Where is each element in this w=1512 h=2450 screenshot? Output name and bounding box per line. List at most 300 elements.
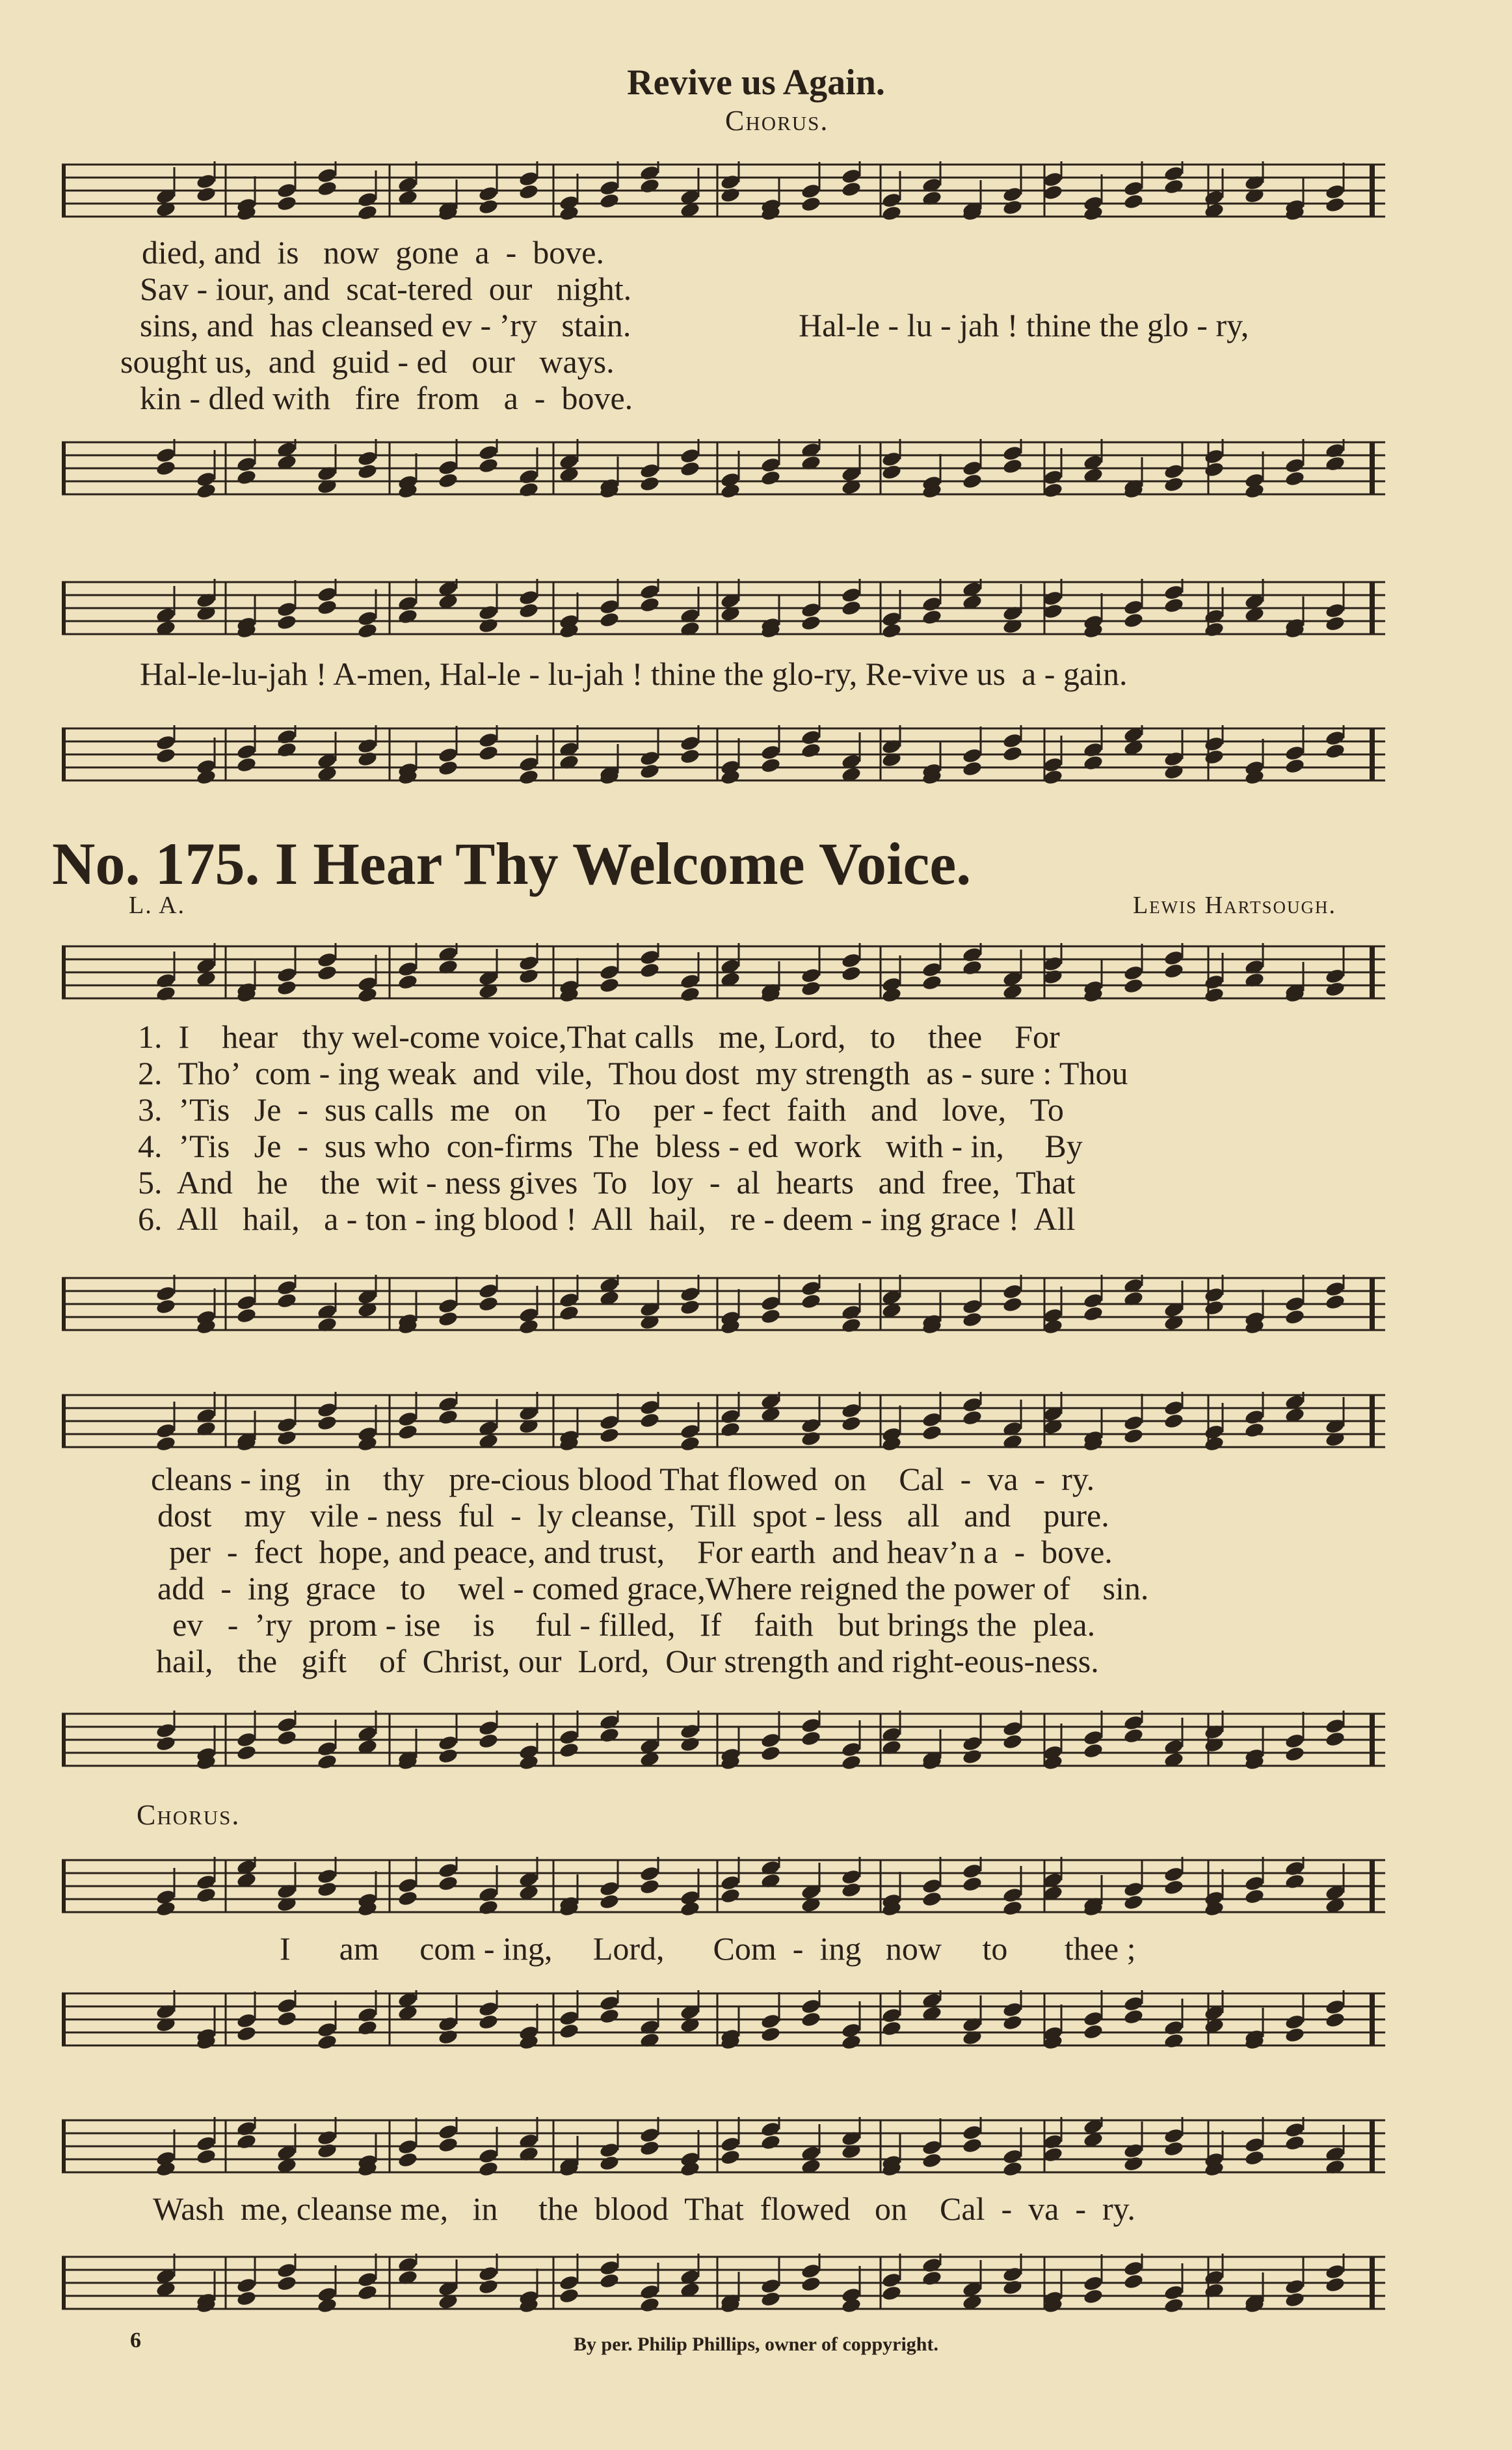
staff-graphic: [62, 439, 1385, 498]
note-head: [317, 586, 338, 603]
note-head: [599, 1714, 620, 1731]
note-head: [276, 2010, 297, 2027]
note-head: [1244, 1888, 1265, 1905]
note-head: [962, 2137, 983, 2154]
note-head: [599, 2155, 620, 2172]
note-head: [720, 1421, 741, 1438]
note-head: [720, 1887, 741, 1904]
note-head: [236, 1744, 257, 1761]
note-head: [397, 961, 418, 978]
note-head: [1204, 1286, 1225, 1303]
note-head: [317, 965, 338, 981]
note-head: [1284, 2291, 1305, 2308]
note-head: [1325, 968, 1346, 985]
note-head: [276, 1729, 297, 1746]
note-head: [1042, 590, 1063, 607]
note-head: [639, 1399, 660, 1416]
note-head: [1163, 463, 1184, 480]
lyric-line: kin - dled with fire from a - bove.: [140, 380, 633, 416]
note-head: [841, 1754, 862, 1769]
note-head: [1163, 2284, 1184, 2301]
note-head: [1284, 457, 1305, 474]
note-head: [276, 741, 297, 758]
note-head: [680, 1299, 700, 1316]
note-head: [680, 447, 700, 464]
note-head: [680, 748, 700, 765]
note-head: [962, 1863, 983, 1880]
note-head: [1123, 1415, 1144, 1431]
note-head: [801, 2011, 821, 2028]
note-head: [639, 462, 660, 479]
note-head: [357, 2006, 378, 2023]
note-head: [1002, 2148, 1023, 2165]
note-head: [841, 600, 862, 617]
note-head: [1123, 180, 1144, 197]
note-head: [801, 2276, 821, 2293]
note-head: [639, 962, 660, 979]
note-head: [155, 1298, 176, 1315]
note-head: [1002, 732, 1023, 749]
note-head: [760, 2013, 781, 2030]
note-head: [1042, 955, 1063, 972]
note-head: [1163, 2140, 1184, 2157]
note-head: [276, 1716, 297, 1733]
note-head: [639, 1412, 660, 1429]
staff-treble-6: [62, 2117, 1385, 2176]
staff-bass-2: [62, 725, 1385, 784]
note-head: [599, 1893, 620, 1910]
note-head: [599, 598, 620, 615]
note-head: [1083, 2010, 1104, 2027]
system-barline: [62, 582, 66, 634]
note-head: [922, 2152, 942, 2169]
note-head: [478, 617, 499, 634]
note-head: [801, 183, 821, 200]
staff-graphic: [62, 579, 1385, 637]
staff-graphic: [62, 2117, 1385, 2176]
note-head: [1002, 1283, 1023, 1300]
note-head: [236, 743, 257, 760]
note-head: [1204, 1299, 1225, 1316]
note-head: [1325, 455, 1346, 472]
note-head: [599, 180, 620, 196]
staff-graphic: [62, 1990, 1385, 2049]
staff-graphic: [62, 1857, 1385, 1915]
note-head: [155, 734, 176, 751]
note-head: [276, 1279, 297, 1296]
note-head: [559, 2023, 579, 2040]
system-barline: [62, 1714, 66, 1766]
note-head: [599, 2142, 620, 2159]
chorus-lyric-1a: Hal-le - lu - jah ! thine the glo - ry,: [799, 307, 1249, 343]
staff-graphic: [62, 1392, 1385, 1450]
note-head: [599, 2008, 620, 2025]
note-head: [317, 2129, 338, 2146]
note-head: [599, 964, 620, 981]
note-head: [559, 2010, 579, 2027]
note-head: [478, 2148, 499, 2164]
note-head: [1002, 2266, 1023, 2283]
note-head: [317, 2142, 338, 2159]
note-head: [680, 973, 700, 990]
note-head: [1284, 1733, 1305, 1750]
note-head: [276, 979, 297, 996]
lyric-line: ev - ’ry prom - ise is ful - filled, If faith but brings the plea.: [172, 1606, 1096, 1643]
note-head: [1284, 2122, 1305, 2138]
note-head: [1123, 1714, 1144, 1731]
note-head: [1325, 442, 1346, 459]
note-head: [1123, 612, 1144, 629]
note-head: [801, 980, 821, 997]
chorus-lyric-2a: I am com - ing, Lord, Com - ing now to thee ;: [280, 1930, 1136, 1967]
note-head: [276, 2275, 297, 2292]
lyric-line: 4. ’Tis Je - sus who con-firms The bless - ed work with - in, By: [138, 1128, 1083, 1164]
note-head: [801, 742, 821, 759]
note-head: [478, 732, 499, 749]
note-head: [438, 2016, 458, 2032]
note-head: [680, 1423, 700, 1440]
note-head: [1244, 1875, 1265, 1892]
note-head: [397, 974, 418, 991]
note-head: [1325, 743, 1346, 760]
note-head: [680, 735, 700, 752]
note-head: [881, 464, 902, 481]
note-head: [559, 1292, 579, 1309]
note-head: [881, 2285, 902, 2302]
note-head: [317, 1415, 338, 1431]
note-head: [357, 610, 378, 627]
note-head: [155, 1422, 176, 1439]
note-head: [438, 2137, 458, 2153]
note-head: [196, 1887, 217, 1904]
note-head: [317, 2021, 338, 2038]
note-head: [720, 2149, 741, 2166]
lyric-line: add - ing grace to wel - comed grace,Where reigned the power of sin.: [157, 1570, 1149, 1606]
note-head: [1325, 730, 1346, 747]
note-head: [1163, 584, 1184, 601]
note-head: [760, 757, 781, 774]
note-head: [518, 756, 539, 773]
note-head: [276, 2262, 297, 2279]
note-head: [155, 972, 176, 989]
note-head: [720, 174, 741, 191]
note-head: [801, 1730, 821, 1747]
note-head: [639, 1878, 660, 1895]
note-head: [438, 1311, 458, 1327]
note-head: [1163, 476, 1184, 493]
note-head: [478, 1733, 499, 1750]
note-head: [317, 167, 338, 184]
note-head: [559, 1742, 579, 1759]
note-head: [1042, 2133, 1063, 2150]
note-head: [1204, 749, 1225, 766]
note-head: [478, 2278, 499, 2295]
note-head: [639, 750, 660, 767]
note-head: [1083, 2023, 1104, 2040]
lyric-line: died, and is now gone a - bove.: [142, 234, 604, 271]
note-head: [317, 952, 338, 968]
note-head: [841, 965, 862, 982]
note-head: [1123, 1428, 1144, 1445]
staff-treble-3: [62, 943, 1385, 1002]
note-head: [236, 2290, 257, 2307]
note-head: [438, 1862, 458, 1879]
lyric-line: cleans - ing in thy pre-cious blood That flowed on Cal - va - ry.: [151, 1461, 1095, 1497]
staff-bass-6: [62, 2254, 1385, 2312]
system-barline: [62, 2257, 66, 2309]
note-head: [720, 1874, 741, 1891]
note-head: [639, 596, 660, 613]
system-barline: [62, 1993, 66, 2045]
note-head: [1244, 1409, 1265, 1426]
system-barline: [62, 728, 66, 780]
note-head: [518, 183, 539, 200]
note-head: [760, 2134, 781, 2151]
note-head: [236, 2120, 257, 2137]
note-head: [478, 1886, 499, 1903]
system-barline: [62, 1395, 66, 1447]
note-head: [760, 2026, 781, 2043]
note-head: [317, 599, 338, 616]
note-head: [155, 1722, 176, 1739]
note-head: [276, 614, 297, 631]
note-head: [478, 745, 499, 762]
note-head: [397, 595, 418, 612]
note-head: [599, 1427, 620, 1444]
lyric-line: 6. All hail, a - ton - ing blood ! All hail, re - deem - ing grace ! All: [138, 1201, 1076, 1237]
note-head: [397, 1424, 418, 1441]
note-head: [357, 450, 378, 467]
song-title-revive: Revive us Again.: [627, 62, 885, 103]
note-head: [276, 601, 297, 618]
note-head: [1002, 745, 1023, 762]
note-head: [881, 192, 902, 209]
note-head: [276, 1292, 297, 1309]
author-words: L. A.: [129, 892, 186, 919]
note-head: [155, 1285, 176, 1302]
note-head: [1244, 2150, 1265, 2166]
note-head: [1204, 974, 1225, 991]
note-head: [438, 1409, 458, 1426]
note-head: [1083, 754, 1104, 771]
note-head: [478, 444, 499, 461]
note-head: [881, 2007, 902, 2024]
note-head: [438, 2124, 458, 2140]
chorus-lyric-2b: Wash me, cleanse me, in the blood That flowed on Cal - va - ry.: [153, 2190, 1135, 2227]
note-head: [196, 2148, 217, 2165]
staff-graphic: [62, 2254, 1385, 2312]
note-head: [1083, 2288, 1104, 2305]
note-head: [155, 747, 176, 764]
note-head: [1325, 1294, 1346, 1311]
lyric-line: sought us, and guid - ed our ways.: [120, 343, 615, 380]
note-head: [1163, 764, 1184, 780]
note-head: [236, 2277, 257, 2294]
note-head: [1284, 1309, 1305, 1325]
note-head: [599, 193, 620, 209]
note-head: [518, 468, 539, 485]
note-head: [639, 2284, 660, 2300]
note-head: [518, 589, 539, 606]
note-head: [559, 2287, 579, 2304]
lyric-line: hail, the gift of Christ, our Lord, Our strength and right-eous-ness.: [156, 1643, 1099, 1679]
note-head: [841, 181, 862, 198]
note-head: [1204, 987, 1225, 1002]
note-head: [1204, 448, 1225, 465]
note-head: [155, 1735, 176, 1752]
lyric-line: Sav - iour, and scat-tered our night.: [140, 271, 632, 307]
note-head: [922, 596, 942, 613]
note-head: [1325, 2012, 1346, 2029]
note-head: [841, 1415, 862, 1432]
system-barline: [62, 2120, 66, 2172]
author-music: Lewis Hartsough.: [1132, 892, 1336, 919]
note-head: [1002, 199, 1023, 216]
note-head: [1284, 1746, 1305, 1763]
system-barline: [62, 165, 66, 217]
note-head: [1284, 2027, 1305, 2044]
note-head: [599, 1880, 620, 1897]
note-head: [760, 1308, 781, 1325]
note-head: [639, 583, 660, 600]
note-head: [236, 756, 257, 773]
note-head: [196, 186, 217, 203]
note-head: [599, 1727, 620, 1744]
note-head: [1123, 2155, 1144, 2172]
note-head: [478, 2265, 499, 2282]
note-head: [357, 2271, 378, 2288]
staff-treble-1: [62, 161, 1385, 220]
note-head: [962, 473, 983, 490]
note-head: [1325, 1718, 1346, 1735]
system-barline: [62, 442, 66, 494]
note-head: [1325, 1281, 1346, 1298]
note-head: [357, 191, 378, 208]
note-head: [922, 2139, 942, 2156]
system-barline: [62, 1860, 66, 1912]
note-head: [1083, 1292, 1104, 1309]
note-head: [922, 961, 942, 978]
note-head: [1163, 2297, 1184, 2312]
note-head: [236, 2133, 257, 2150]
note-head: [438, 1875, 458, 1892]
note-head: [478, 604, 499, 621]
note-head: [680, 1736, 700, 1753]
note-head: [1163, 1866, 1184, 1883]
note-head: [397, 1877, 418, 1894]
note-head: [680, 1286, 700, 1303]
note-head: [478, 1296, 499, 1312]
note-head: [962, 1748, 983, 1765]
note-head: [1163, 597, 1184, 614]
note-head: [559, 1729, 579, 1746]
note-head: [357, 2019, 378, 2036]
note-head: [478, 1283, 499, 1299]
note-head: [1042, 171, 1063, 188]
note-head: [1163, 178, 1184, 195]
note-head: [962, 760, 983, 777]
note-head: [1123, 2260, 1144, 2277]
note-head: [922, 2270, 942, 2287]
note-head: [1042, 184, 1063, 201]
note-head: [196, 1874, 217, 1891]
note-head: [1244, 2137, 1265, 2153]
staff-treble-4: [62, 1392, 1385, 1450]
note-head: [801, 1280, 821, 1297]
note-head: [801, 729, 821, 746]
note-head: [397, 1411, 418, 1428]
note-head: [1123, 1881, 1144, 1898]
staff-treble-2: [62, 579, 1385, 637]
chorus-label-2: Chorus.: [137, 1799, 241, 1831]
note-head: [599, 1414, 620, 1431]
note-head: [236, 456, 257, 473]
note-head: [1163, 165, 1184, 182]
note-head: [760, 1295, 781, 1312]
note-head: [357, 2284, 378, 2301]
note-head: [317, 1402, 338, 1418]
note-head: [922, 2257, 942, 2274]
note-head: [236, 1294, 257, 1311]
note-head: [962, 1409, 983, 1426]
note-head: [1163, 950, 1184, 966]
note-head: [1083, 1742, 1104, 1759]
note-head: [801, 615, 821, 632]
note-head: [1325, 2263, 1346, 2280]
note-head: [1123, 2273, 1144, 2290]
note-head: [357, 751, 378, 767]
note-head: [801, 1998, 821, 2015]
note-head: [1325, 1999, 1346, 2016]
note-head: [317, 1868, 338, 1885]
note-head: [518, 769, 539, 784]
note-head: [1284, 2014, 1305, 2031]
note-head: [1002, 445, 1023, 462]
note-head: [841, 1741, 862, 1758]
note-head: [1284, 1860, 1305, 1877]
note-head: [1204, 608, 1225, 625]
note-head: [438, 747, 458, 764]
note-head: [1042, 603, 1063, 620]
note-head: [357, 463, 378, 480]
note-head: [1163, 751, 1184, 767]
note-head: [1163, 1400, 1184, 1417]
note-head: [962, 747, 983, 764]
note-head: [1083, 741, 1104, 758]
note-head: [276, 195, 297, 212]
note-head: [397, 2138, 418, 2155]
note-head: [962, 460, 983, 477]
note-head: [1163, 963, 1184, 979]
note-head: [760, 1745, 781, 1762]
note-head: [720, 1408, 741, 1425]
note-head: [962, 1876, 983, 1893]
note-head: [478, 2014, 499, 2031]
note-head: [1163, 2127, 1184, 2144]
note-head: [1002, 2279, 1023, 2296]
hymn-title: No. 175. I Hear Thy Welcome Voice.: [52, 831, 972, 897]
note-head: [720, 2136, 741, 2153]
note-head: [1042, 469, 1063, 486]
note-head: [1284, 2135, 1305, 2151]
note-head: [962, 2124, 983, 2141]
note-head: [1284, 2278, 1305, 2295]
note-head: [155, 460, 176, 477]
page-number: 6: [130, 2328, 141, 2352]
note-head: [841, 168, 862, 185]
note-head: [639, 178, 660, 194]
staff-bass-1: [62, 439, 1385, 498]
